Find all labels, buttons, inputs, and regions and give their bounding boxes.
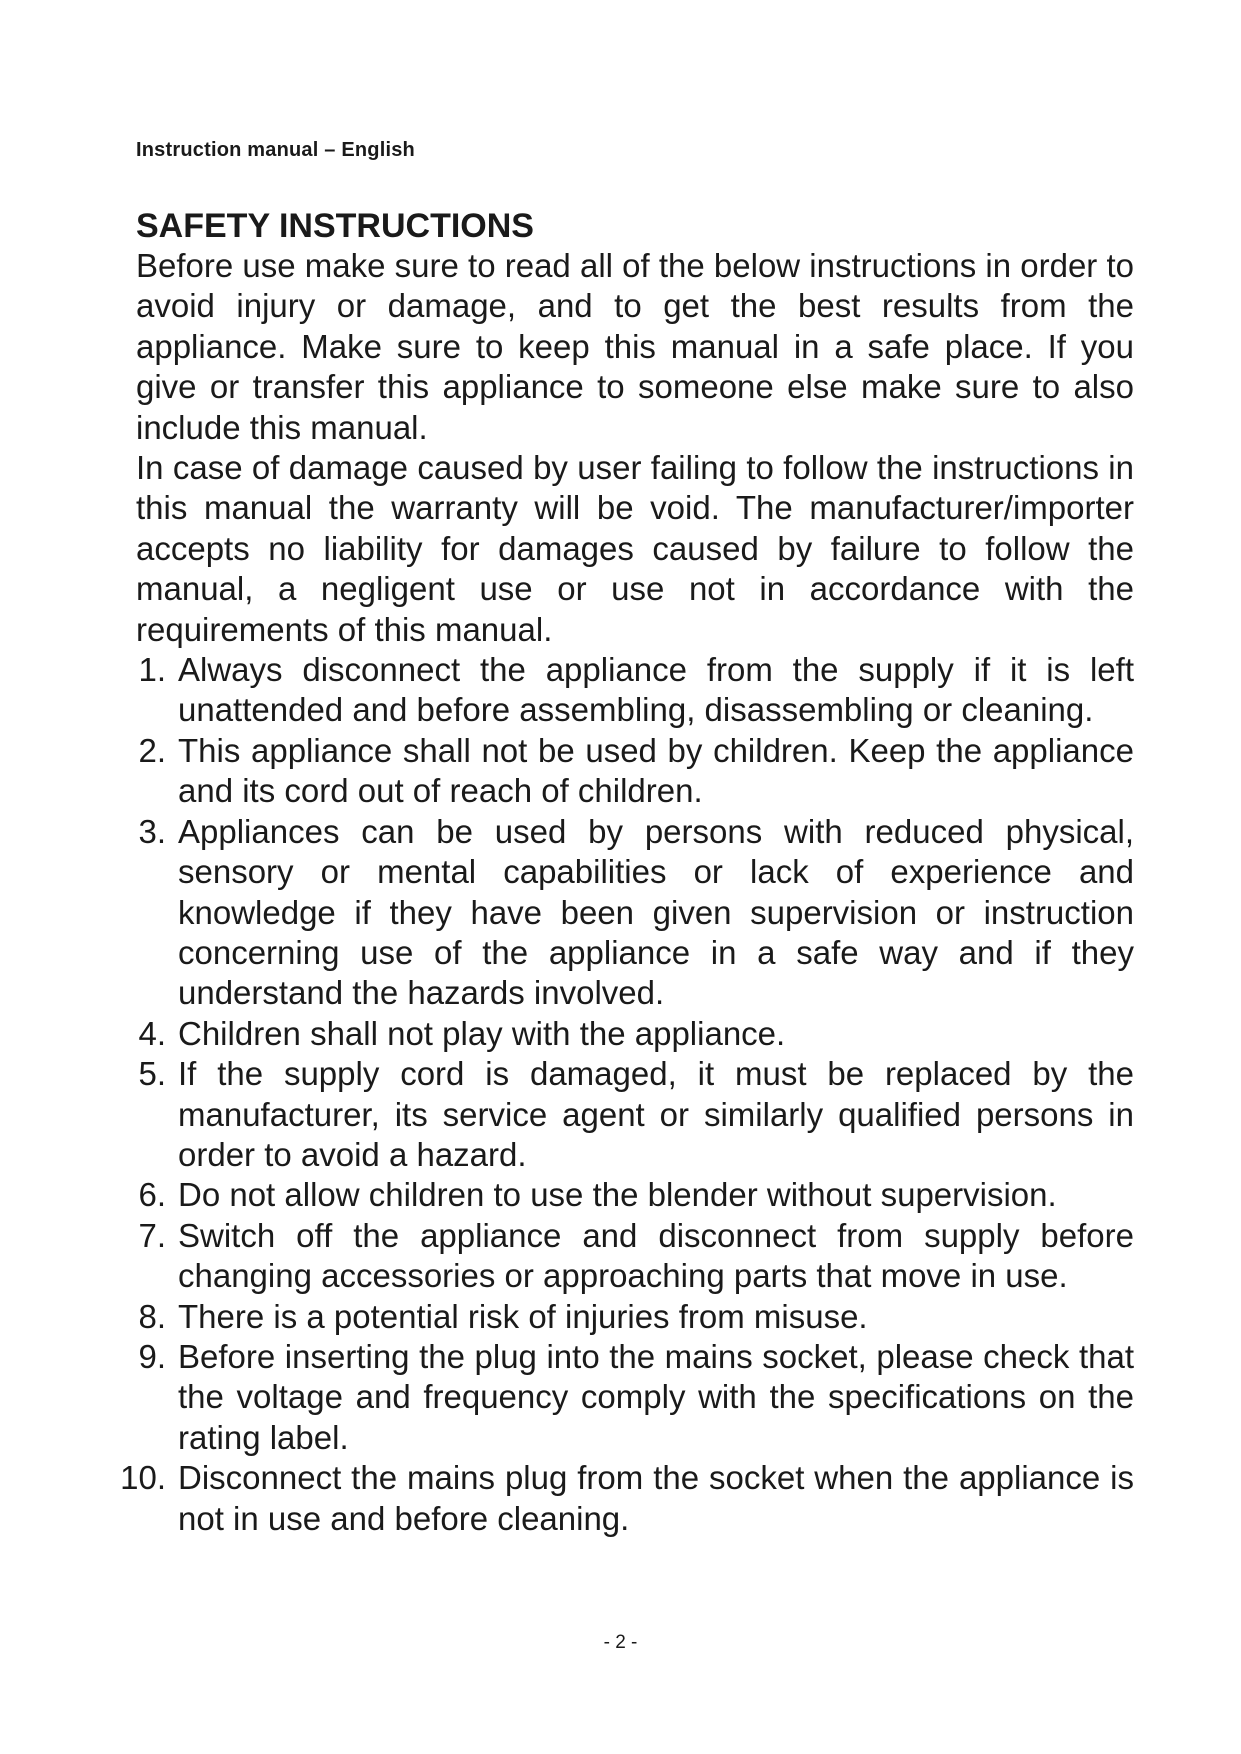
list-item (136, 731, 1134, 812)
list-item-text: If the supply cord is damaged, it must be replaced by the manufacturer, its service agent or similarly qualified persons in order to avoid a hazard. (178, 1055, 1134, 1173)
list-item (136, 1337, 1134, 1458)
safety-instruction-list (120, 650, 1134, 1539)
list-item-number: 8. (138, 1297, 166, 1335)
list-item-text: Switch off the appliance and disconnect from supply before changing accessories or approaching parts that move in use. (178, 1216, 1134, 1295)
page-number: - 2 - (603, 1632, 638, 1653)
list-item-number: 1. (138, 651, 166, 689)
list-item-number: 9. (138, 1337, 166, 1375)
list-item (136, 1297, 1134, 1337)
list-item (120, 1458, 1134, 1539)
section-title: SAFETY INSTRUCTIONS (136, 207, 534, 245)
safety-instructions-section (120, 206, 1134, 1539)
document-header-label: Instruction manual – English (136, 139, 415, 161)
list-item-text: There is a potential risk of injuries from misuse. (178, 1297, 868, 1335)
list-item-number: 2. (138, 731, 166, 769)
warranty-paragraph: In case of damage caused by user failing to follow the instructions in this manual the warranty will be void. The manufacturer/importer accepts no liability for damages caused by failure to follow the manual, a negligent use or use not in accordance with the requirements of this manual. (136, 449, 1134, 648)
list-item (136, 650, 1134, 731)
list-item-text: Appliances can be used by persons with reduced physical, sensory or mental capabilities or lack of experience and knowledge if they have been given supervision or instruction concerning use of the appliance in a safe way and if they understand the hazards involved. (178, 812, 1134, 1012)
list-item-number: 6. (138, 1176, 166, 1214)
list-item-number: 5. (138, 1055, 166, 1093)
list-item-number: 4. (138, 1014, 166, 1052)
list-item (136, 1175, 1134, 1215)
list-item (136, 1014, 1134, 1054)
list-item (136, 1216, 1134, 1297)
list-item-text: Disconnect the mains plug from the socket when the appliance is not in use and before cleaning. (178, 1459, 1134, 1537)
list-item-number: 10. (120, 1459, 166, 1497)
list-item (136, 812, 1134, 1014)
intro-paragraph: Before use make sure to read all of the below instructions in order to avoid injury or damage, and to get the best results from the appliance. Make sure to keep this manual in a safe place. If you give or transfer this appliance to someone else make sure to also include this manual. (136, 247, 1134, 446)
list-item (136, 1054, 1134, 1175)
list-item-number: 7. (138, 1216, 166, 1254)
list-item-text: This appliance shall not be used by children. Keep the appliance and its cord out of reach of children. (178, 731, 1134, 810)
list-item-number: 3. (138, 812, 166, 850)
list-item-text: Children shall not play with the appliance. (178, 1014, 786, 1052)
list-item-text: Do not allow children to use the blender without supervision. (178, 1176, 1057, 1214)
list-item-text: Always disconnect the appliance from the supply if it is left unattended and before assembling, disassembling or cleaning. (178, 651, 1134, 729)
list-item-text: Before inserting the plug into the mains socket, please check that the voltage and frequency comply with the specifications on the rating label. (178, 1337, 1134, 1456)
